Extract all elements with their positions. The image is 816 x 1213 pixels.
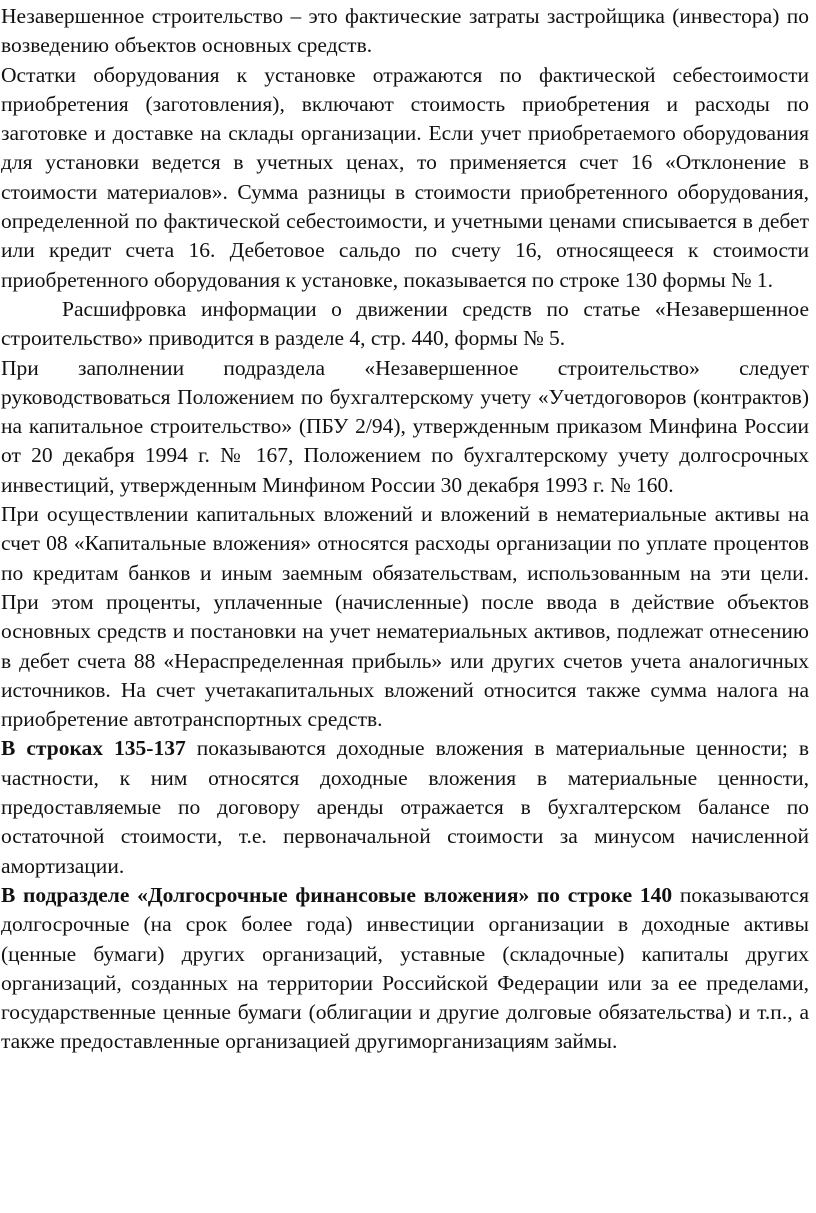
paragraph-unfinished-construction-definition	[1, 2, 809, 61]
paragraph-text: Расшифровка информации о движении средств по статье «Незавершенное строительство» приводится в разделе 4, стр. 440, формы № 5.	[1, 296, 809, 351]
paragraph-capital-investments	[1, 500, 809, 734]
paragraph-text: При осуществлении капитальных вложений и вложений в нематериальные активы на счет 08 «Капитальные вложения» относятся расходы организации по уплате процентов по кредитам банков и иным заемным обязательствам, использованным на эти цели. При этом проценты, уплаченные (начисленные) после ввода в действие объектов основных средств и постановки на учет нематериальных активов, подлежат отнесению в дебет счета 88 «Нераспределенная прибыль» или других счетов учета аналогичных источников. На счет учетакапитальных вложений относится также сумма налога на приобретение автотранспортных средств.	[1, 502, 809, 732]
paragraph-text: Остатки оборудования к установке отражаются по фактической себестоимости приобретения (заготовления), включают стоимость приобретения и расходы по заготовке и доставке на склады организации. Если учет приобретаемого оборудования для установки ведется в учетных ценах, то применяется счет 16 «Отклонение в стоимости материалов». Сумма разницы в стоимости приобретенного оборудования, определенной по фактической себестоимости, и учетными ценами списывается в дебет или кредит счета 16. Дебетовое сальдо по счету 16, относящееся к стоимости приобретенного оборудования к установке, показывается по строке 130 формы № 1.	[1, 62, 809, 292]
paragraph-bold-lead: В подразделе «Долгосрочные финансовые вложения» по строке 140	[1, 882, 673, 907]
paragraph-equipment-remainders	[1, 61, 809, 295]
paragraph-text: показываются долгосрочные (на срок более года) инвестиции организации в доходные активы (ценные бумаги) других организаций, уставные (складочные) капиталы других организаций, созданных на территории Российской Федерации или за ее пределами, государственные ценные бумаги (облигации и другие долговые обязательства) и т.п., а также предоставленные организацией другиморганизациям займы.	[1, 882, 809, 1054]
paragraph-filling-subsection	[1, 354, 809, 500]
paragraph-movement-breakdown	[1, 295, 809, 354]
paragraph-lines-135-137	[1, 734, 809, 880]
paragraph-text: показываются доходные вложения в материальные ценности; в частности, к ним относятся доходные вложения в материальные ценности, предоставляемые по договору аренды отражается в бухгалтерском балансе по остаточной стоимости, т.е. первоначальной стоимости за минусом начисленной амортизации.	[1, 736, 809, 878]
paragraph-text: При заполнении подраздела «Незавершенное строительство» следует руководствоваться Положением по бухгалтерскому учету «Учетдоговоров (контрактов) на капитальное строительство» (ПБУ 2/94), утвержденным приказом Минфина России от 20 декабря 1994 г. № 167, Положением по бухгалтерскому учету долгосрочных инвестиций, утвержденным Минфином России 30 декабря 1993 г. № 160.	[1, 355, 809, 497]
paragraph-long-term-financial-investments	[1, 881, 809, 1057]
paragraph-text: Незавершенное строительство – это фактические затраты застройщика (инвестора) по возведению объектов основных средств.	[1, 4, 809, 58]
paragraph-bold-lead: В строках 135-137	[1, 736, 186, 761]
